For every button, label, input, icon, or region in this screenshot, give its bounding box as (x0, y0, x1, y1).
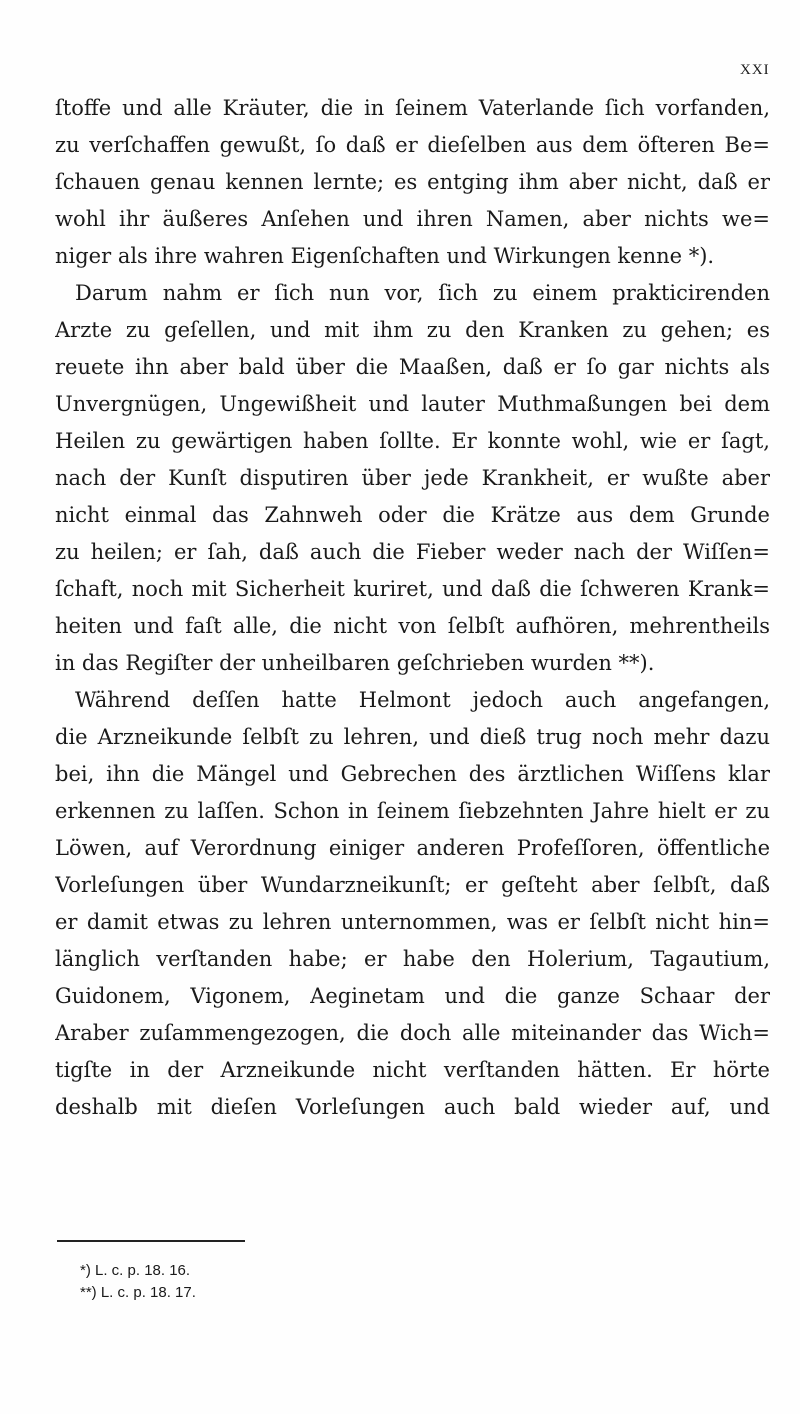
text-line: Während deſſen hatte Helmont jedoch auch angefangen, (75, 688, 770, 712)
footnote: *) L. c. p. 18. 16. (80, 1262, 191, 1279)
text-line: die Arzneikunde ſelbſt zu lehren, und dieß trug noch mehr dazu (55, 725, 770, 749)
text-line: ſtoffe und alle Kräuter, die in ſeinem Vaterlande ſich vorfanden, (55, 96, 770, 120)
text-line: wohl ihr äußeres Anſehen und ihren Namen, aber nichts we= (55, 207, 770, 231)
text-line: Vorleſungen über Wundarzneikunſt; er geſteht aber ſelbſt, daß (55, 873, 770, 897)
text-line: Arzte zu geſellen, und mit ihm zu den Kranken zu gehen; es (55, 318, 770, 342)
text-line: Löwen, auf Verordnung einiger anderen Profeſſoren, öffentliche (55, 836, 770, 860)
text-line: nicht einmal das Zahnweh oder die Krätze aus dem Grunde (55, 503, 770, 527)
text-line: Guidonem, Vigonem, Aeginetam und die ganze Schaar der (55, 984, 770, 1008)
text-line: erkennen zu laſſen. Schon in ſeinem ſiebzehnten Jahre hielt er zu (55, 799, 770, 823)
text-line: in das Regiſter der unheilbaren geſchrieben wurden **). (55, 651, 655, 675)
text-line: heiten und faſt alle, die nicht von ſelbſt aufhören, mehrentheils (55, 614, 770, 638)
text-line: ſchaft, noch mit Sicherheit kuriret, und daß die ſchweren Krank= (55, 577, 770, 601)
footnote-divider (57, 1240, 245, 1242)
text-line: Heilen zu gewärtigen haben ſollte. Er konnte wohl, wie er ſagt, (55, 429, 770, 453)
text-line: er damit etwas zu lehren unternommen, was er ſelbſt nicht hin= (55, 910, 770, 934)
text-line: länglich verſtanden habe; er habe den Holerium, Tagautium, (55, 947, 770, 971)
text-line: bei, ihn die Mängel und Gebrechen des ärztlichen Wiſſens klar (55, 762, 770, 786)
page-number: XXI (740, 62, 770, 78)
text-line: niger als ihre wahren Eigenſchaften und Wirkungen kenne *). (55, 244, 715, 268)
text-line: tigſte in der Arzneikunde nicht verſtanden hätten. Er hörte (55, 1058, 770, 1082)
text-line: Araber zuſammengezogen, die doch alle miteinander das Wich= (55, 1021, 770, 1045)
body-text (55, 90, 770, 1126)
text-line: Unvergnügen, Ungewißheit und lauter Muthmaßungen bei dem (55, 392, 770, 416)
footnotes (80, 1260, 196, 1304)
text-line: nach der Kunſt disputiren über jede Krankheit, er wußte aber (55, 466, 770, 490)
text-line: deshalb mit dieſen Vorleſungen auch bald wieder auf, und (55, 1095, 770, 1119)
text-line: ſchauen genau kennen lernte; es entging ihm aber nicht, daß er (55, 170, 770, 194)
text-line: zu verſchaffen gewußt, ſo daß er dieſelben aus dem öfteren Be= (55, 133, 770, 157)
footnote: **) L. c. p. 18. 17. (80, 1284, 196, 1301)
text-line: zu heilen; er ſah, daß auch die Fieber weder nach der Wiſſen= (55, 540, 770, 564)
text-line: Darum nahm er ſich nun vor, ſich zu einem prakticirenden (75, 281, 770, 305)
text-line: reuete ihn aber bald über die Maaßen, daß er ſo gar nichts als (55, 355, 770, 379)
